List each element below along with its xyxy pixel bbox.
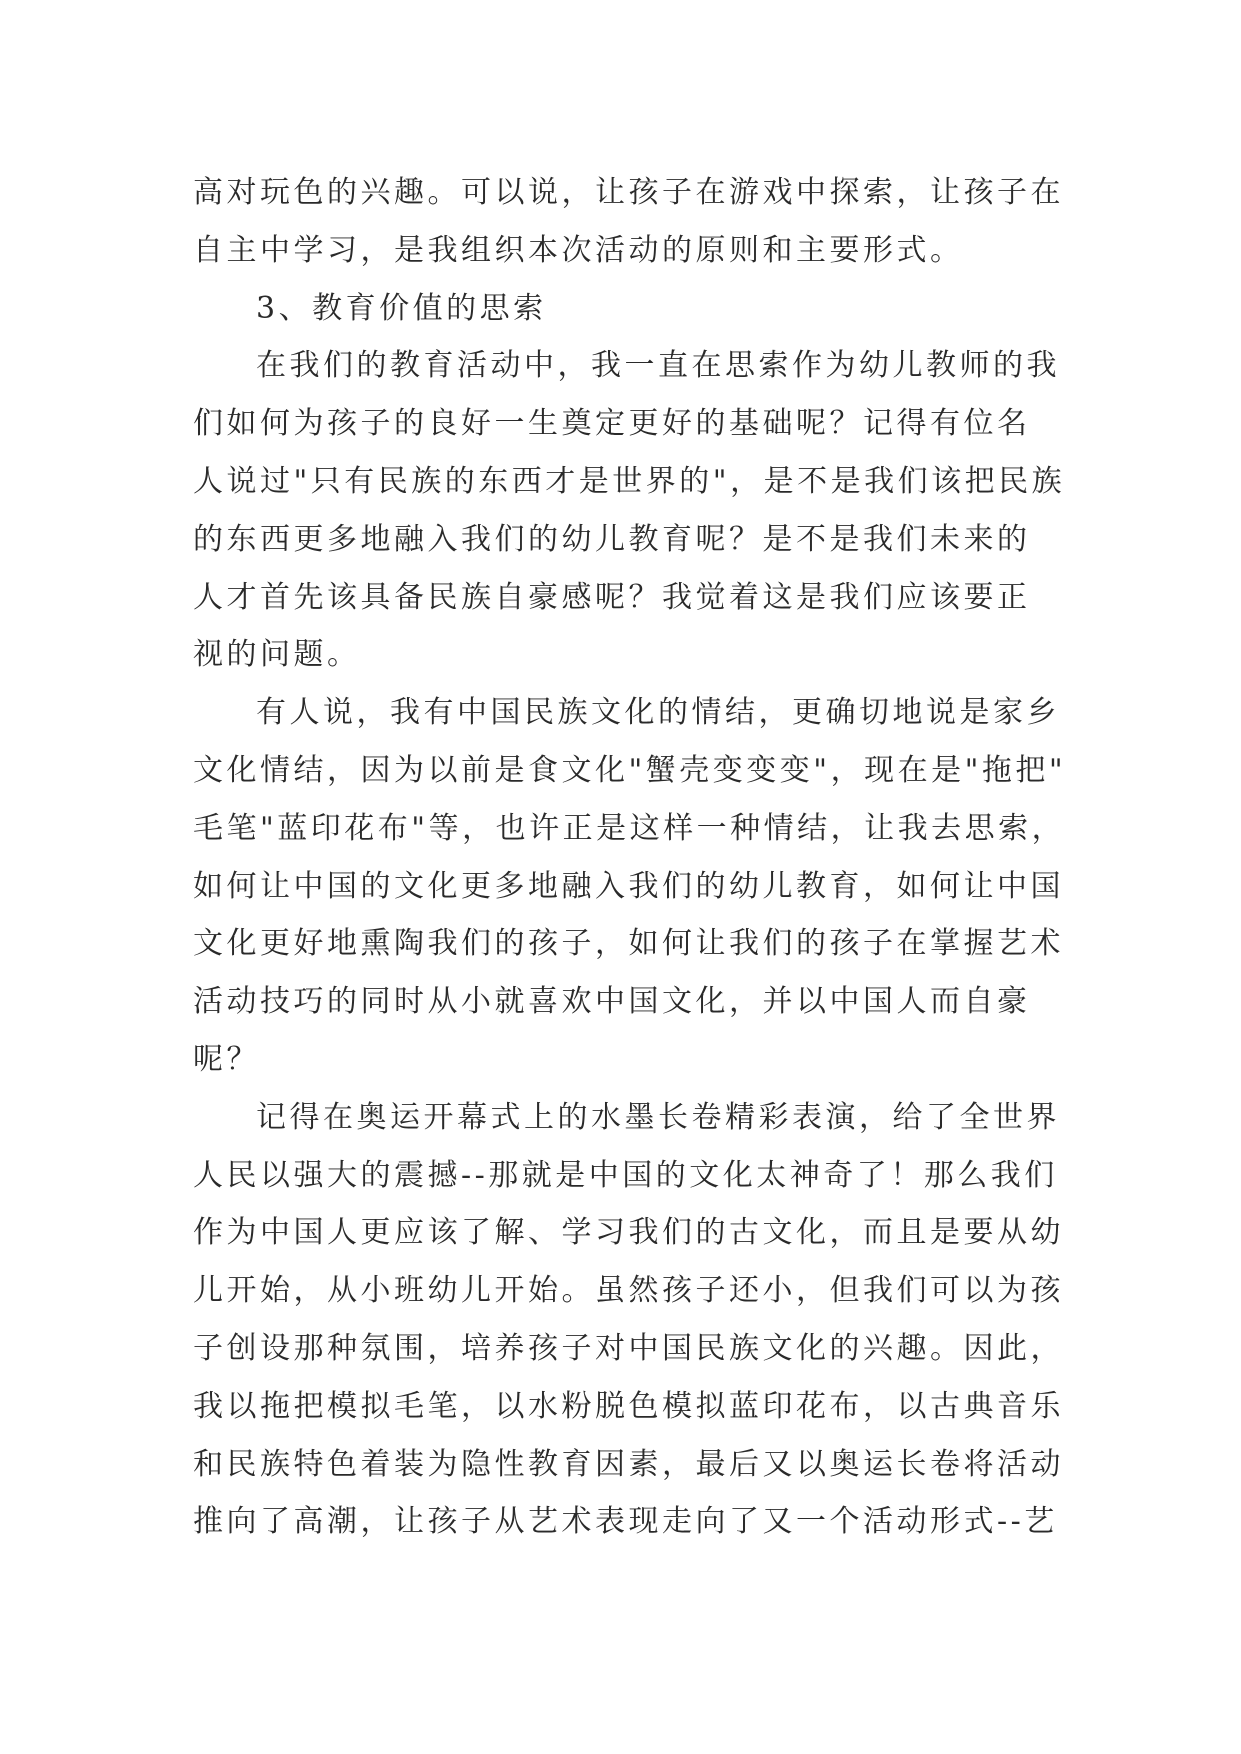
text-line: 视的问题。 bbox=[193, 637, 361, 673]
text-line: 如何让中国的文化更多地融入我们的幼儿教育，如何让中国 bbox=[193, 868, 1064, 904]
text-line: 记得在奥运开幕式上的水墨长卷精彩表演，给了全世界 bbox=[256, 1099, 1060, 1135]
text-line: 推向了高潮，让孩子从艺术表现走向了又一个活动形式--艺 bbox=[193, 1504, 1058, 1540]
text-line: 在我们的教育活动中，我一直在思索作为幼儿教师的我 bbox=[256, 348, 1060, 384]
text-line: 的东西更多地融入我们的幼儿教育呢？是不是我们未来的 bbox=[193, 521, 1031, 557]
text-line: 人民以强大的震撼--那就是中国的文化太神奇了！那么我们 bbox=[193, 1157, 1058, 1193]
text-line: 有人说，我有中国民族文化的情结，更确切地说是家乡 bbox=[256, 695, 1060, 731]
text-line: 我以拖把模拟毛笔，以水粉脱色模拟蓝印花布，以古典音乐 bbox=[193, 1388, 1064, 1424]
text-line: 人说过"只有民族的东西才是世界的"，是不是我们该把民族 bbox=[193, 463, 1066, 499]
text-line: 自主中学习，是我组织本次活动的原则和主要形式。 bbox=[193, 232, 964, 268]
section-heading: 3、教育价值的思索 bbox=[256, 290, 547, 326]
text-line: 们如何为孩子的良好一生奠定更好的基础呢？记得有位名 bbox=[193, 406, 1031, 442]
text-line: 子创设那种氛围，培养孩子对中国民族文化的兴趣。因此， bbox=[193, 1330, 1064, 1366]
text-line: 儿开始，从小班幼儿开始。虽然孩子还小，但我们可以为孩 bbox=[193, 1273, 1064, 1309]
text-line: 作为中国人更应该了解、学习我们的古文化，而且是要从幼 bbox=[193, 1215, 1064, 1251]
text-line: 文化更好地熏陶我们的孩子，如何让我们的孩子在掌握艺术 bbox=[193, 926, 1064, 962]
text-line: 文化情结，因为以前是食文化"蟹壳变变变"，现在是"拖把" bbox=[193, 752, 1067, 788]
text-line: 呢？ bbox=[193, 1041, 260, 1077]
text-line: 活动技巧的同时从小就喜欢中国文化，并以中国人而自豪 bbox=[193, 984, 1031, 1020]
text-line: 毛笔"蓝印花布"等，也许正是这样一种情结，让我去思索， bbox=[193, 810, 1066, 846]
text-line: 高对玩色的兴趣。可以说，让孩子在游戏中探索，让孩子在 bbox=[193, 175, 1064, 210]
document-body bbox=[193, 164, 1067, 1551]
text-line: 和民族特色着装为隐性教育因素，最后又以奥运长卷将活动 bbox=[193, 1446, 1064, 1482]
text-line: 人才首先该具备民族自豪感呢？我觉着这是我们应该要正 bbox=[193, 579, 1031, 615]
